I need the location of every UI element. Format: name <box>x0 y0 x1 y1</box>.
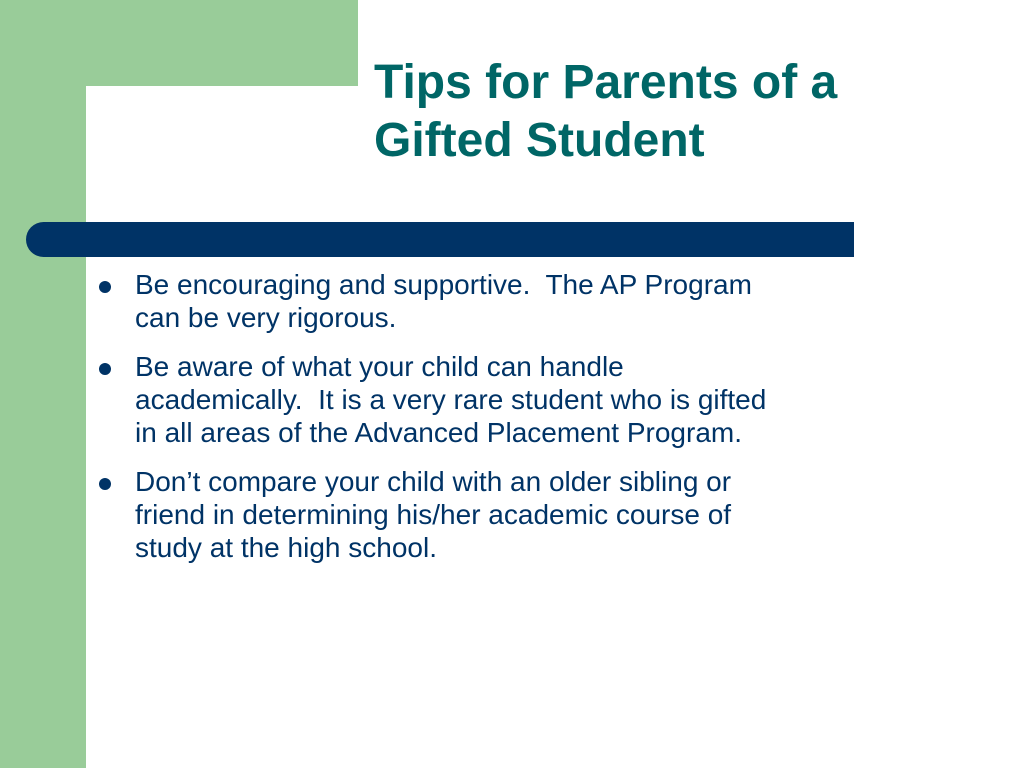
bullet-2-line-3: in all areas of the Advanced Placement Program. <box>135 417 743 448</box>
bullet-2-line-1: Be aware of what your child can handle <box>135 351 624 382</box>
bullet-text <box>135 268 916 334</box>
bullet-item <box>96 268 916 334</box>
bullet-dot-icon <box>99 363 111 375</box>
bullet-dot-icon <box>99 478 111 490</box>
bullet-item <box>96 350 916 449</box>
bullet-3-line-3: study at the high school. <box>135 532 437 563</box>
navy-divider-bar <box>26 222 854 257</box>
bullet-2-line-2: academically. It is a very rare student who is gifted <box>135 384 767 415</box>
bullet-3-line-2: friend in determining his/her academic course of <box>135 499 732 530</box>
bullet-text <box>135 350 916 449</box>
bullet-1-line-2: can be very rigorous. <box>135 302 397 333</box>
bullet-dot-icon <box>99 281 111 293</box>
title-line-1: Tips for Parents of a <box>374 56 838 109</box>
title-line-2: Gifted Student <box>374 114 705 167</box>
top-green-band <box>0 0 358 86</box>
bullet-3-line-1: Don’t compare your child with an older sibling or <box>135 466 732 497</box>
slide-title <box>374 54 994 170</box>
bullet-item <box>96 465 916 564</box>
bullet-1-line-1: Be encouraging and supportive. The AP Program <box>135 269 752 300</box>
left-green-band <box>0 0 86 768</box>
bullet-text <box>135 465 916 564</box>
bullet-list <box>96 268 916 580</box>
